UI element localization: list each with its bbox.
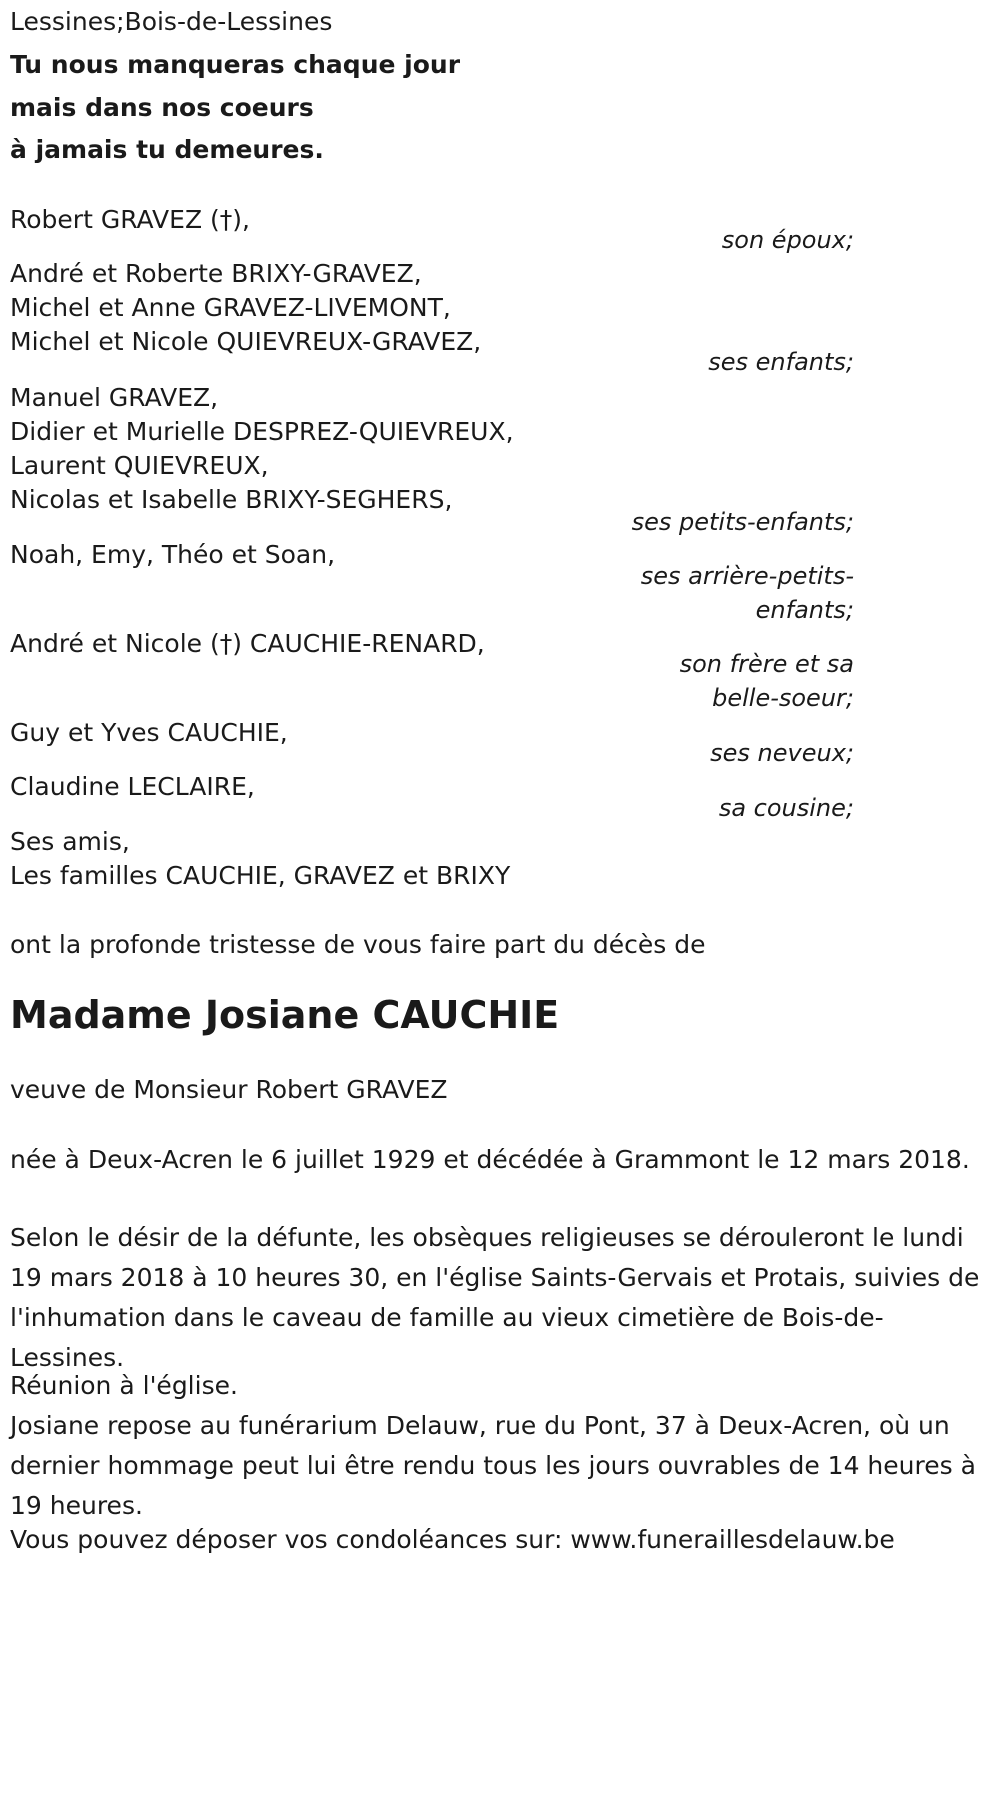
family-name: Manuel GRAVEZ, (10, 383, 219, 412)
paragraph-meeting: Réunion à l'église. (10, 1371, 238, 1400)
family-relation: ses arrière-petits- (640, 562, 854, 590)
family-name: Laurent QUIEVREUX, (10, 451, 269, 480)
family-relation: sa cousine; (718, 794, 854, 822)
family-relation: ses neveux; (710, 739, 854, 767)
family-name: Guy et Yves CAUCHIE, (10, 718, 288, 747)
family-name: Les familles CAUCHIE, GRAVEZ et BRIXY (10, 861, 511, 890)
family-relation: son époux; (721, 226, 854, 254)
family-name: Nicolas et Isabelle BRIXY-SEGHERS, (10, 485, 453, 514)
announcement: ont la profonde tristesse de vous faire part du décès de (10, 930, 706, 959)
family-name: Ses amis, (10, 827, 130, 856)
family-relation: son frère et sa (679, 650, 854, 678)
paragraph-funerarium: Josiane repose au funérarium Delauw, rue du Pont, 37 à Deux-Acren, où un dernier hommage peut lui être rendu tous les jours ouvrables de 14 heures à 19 heures. (10, 1411, 976, 1520)
family-name: Michel et Anne GRAVEZ-LIVEMONT, (10, 293, 451, 322)
paragraph-birth-death: née à Deux-Acren le 6 juillet 1929 et décédée à Grammont le 12 mars 2018. (10, 1145, 970, 1174)
family-name: Didier et Murielle DESPREZ-QUIEVREUX, (10, 417, 514, 446)
paragraph-funeral: Selon le désir de la défunte, les obsèques religieuses se dérouleront le lundi 19 mars 2018 à 10 heures 30, en l'église Saints-Gervais et Protais, suivies de l'inhumation dans le caveau de famille au vieux cimetière de Bois-de-Lessines. (10, 1223, 980, 1372)
family-name: Robert GRAVEZ (†), (10, 205, 250, 234)
family-name: André et Roberte BRIXY-GRAVEZ, (10, 259, 422, 288)
family-relation: ses enfants; (708, 348, 854, 376)
family-relation: enfants; (755, 596, 854, 624)
family-name: Noah, Emy, Théo et Soan, (10, 540, 336, 569)
family-relation: ses petits-enfants; (631, 508, 854, 536)
poem-line: Tu nous manqueras chaque jour (10, 50, 461, 79)
poem-line: mais dans nos coeurs (10, 93, 314, 122)
poem-line: à jamais tu demeures. (10, 135, 324, 164)
family-name: Michel et Nicole QUIEVREUX-GRAVEZ, (10, 327, 482, 356)
paragraph-condolences: Vous pouvez déposer vos condoléances sur: www.funeraillesdelauw.be (10, 1525, 895, 1554)
family-name: Claudine LECLAIRE, (10, 772, 255, 801)
family-relation: belle-soeur; (712, 684, 854, 712)
location: Lessines;Bois-de-Lessines (10, 7, 333, 36)
family-name: André et Nicole (†) CAUCHIE-RENARD, (10, 629, 485, 658)
widow-of: veuve de Monsieur Robert GRAVEZ (10, 1075, 448, 1104)
deceased-name: Madame Josiane CAUCHIE (10, 993, 560, 1037)
